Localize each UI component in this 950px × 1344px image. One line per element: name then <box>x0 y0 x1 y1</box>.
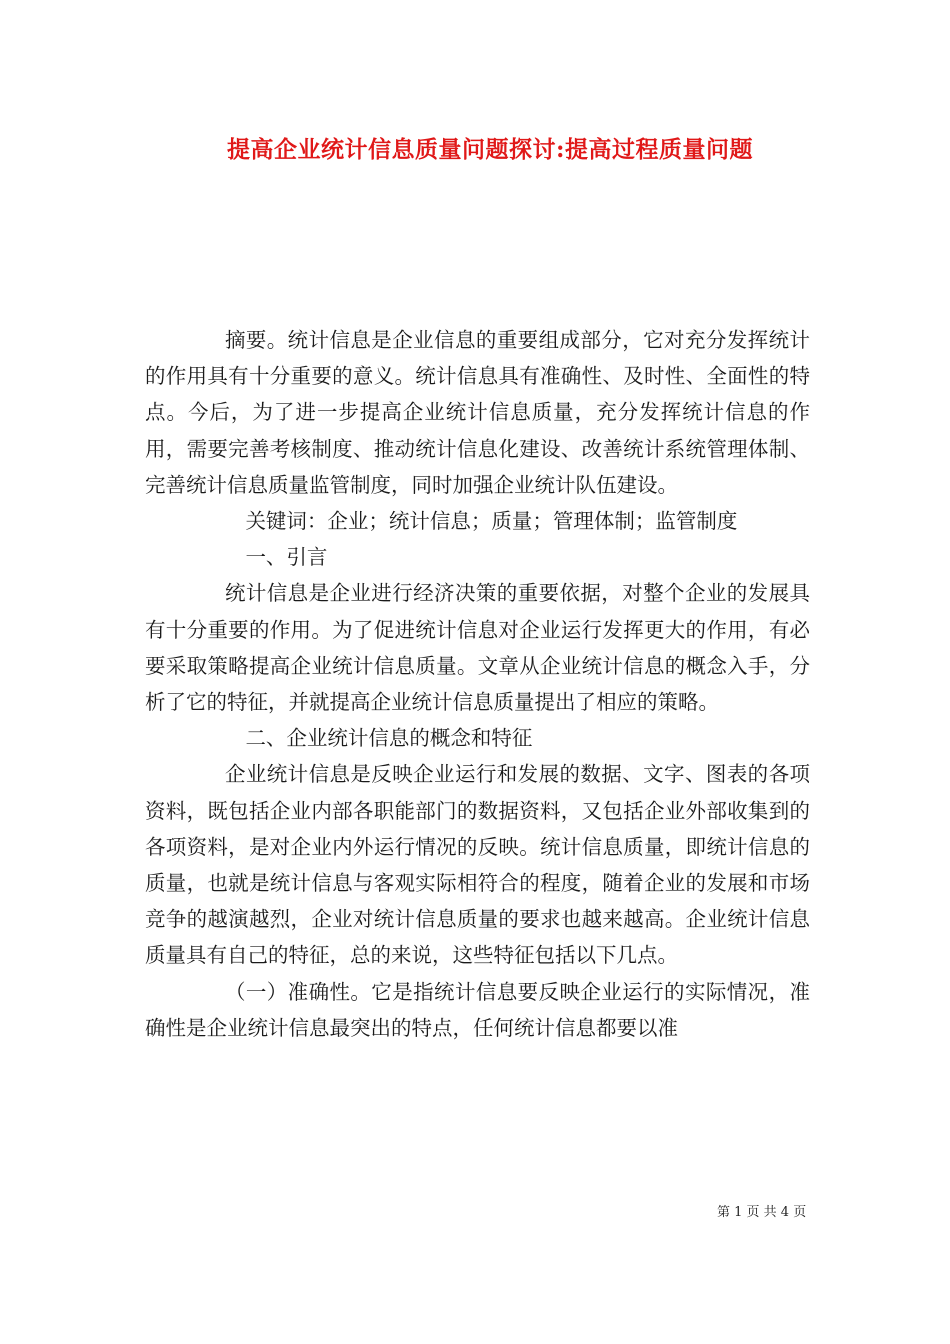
document-body <box>145 322 810 1046</box>
accuracy-paragraph: （一）准确性。它是指统计信息要反映企业运行的实际情况，准确性是企业统计信息最突出的特点，任何统计信息都要以准 <box>145 979 810 1040</box>
section-heading-concept: 二、企业统计信息的概念和特征 <box>245 726 533 751</box>
page-title: 提高企业统计信息质量问题探讨:提高过程质量问题 <box>227 136 753 163</box>
keywords-line: 关键词：企业；统计信息；质量；管理体制；监管制度 <box>245 509 738 534</box>
abstract-paragraph: 摘要。统计信息是企业信息的重要组成部分，它对充分发挥统计的作用具有十分重要的意义。统计信息具有准确性、及时性、全面性的特点。今后，为了进一步提高企业统计信息质量，充分发挥统计信息的作用，需要完善考核制度、推动统计信息化建设、改善统计系统管理体制、完善统计信息质量监管制度，同时加强企业统计队伍建设。 <box>145 328 810 497</box>
page-number-footer: 第 1 页 共 4 页 <box>717 1205 807 1220</box>
section-heading-introduction: 一、引言 <box>245 545 328 570</box>
introduction-paragraph: 统计信息是企业进行经济决策的重要依据，对整个企业的发展具有十分重要的作用。为了促进统计信息对企业运行发挥更大的作用，有必要采取策略提高企业统计信息质量。文章从企业统计信息的概念入手，分析了它的特征，并就提高企业统计信息质量提出了相应的策略。 <box>145 581 810 715</box>
concept-paragraph: 企业统计信息是反映企业运行和发展的数据、文字、图表的各项资料，既包括企业内部各职能部门的数据资料，又包括企业外部收集到的各项资料，是对企业内外运行情况的反映。统计信息质量，即统计信息的质量，也就是统计信息与客观实际相符合的程度，随着企业的发展和市场竞争的越演越烈，企业对统计信息质量的要求也越来越高。企业统计信息质量具有自己的特征，总的来说，这些特征包括以下几点。 <box>145 762 810 968</box>
